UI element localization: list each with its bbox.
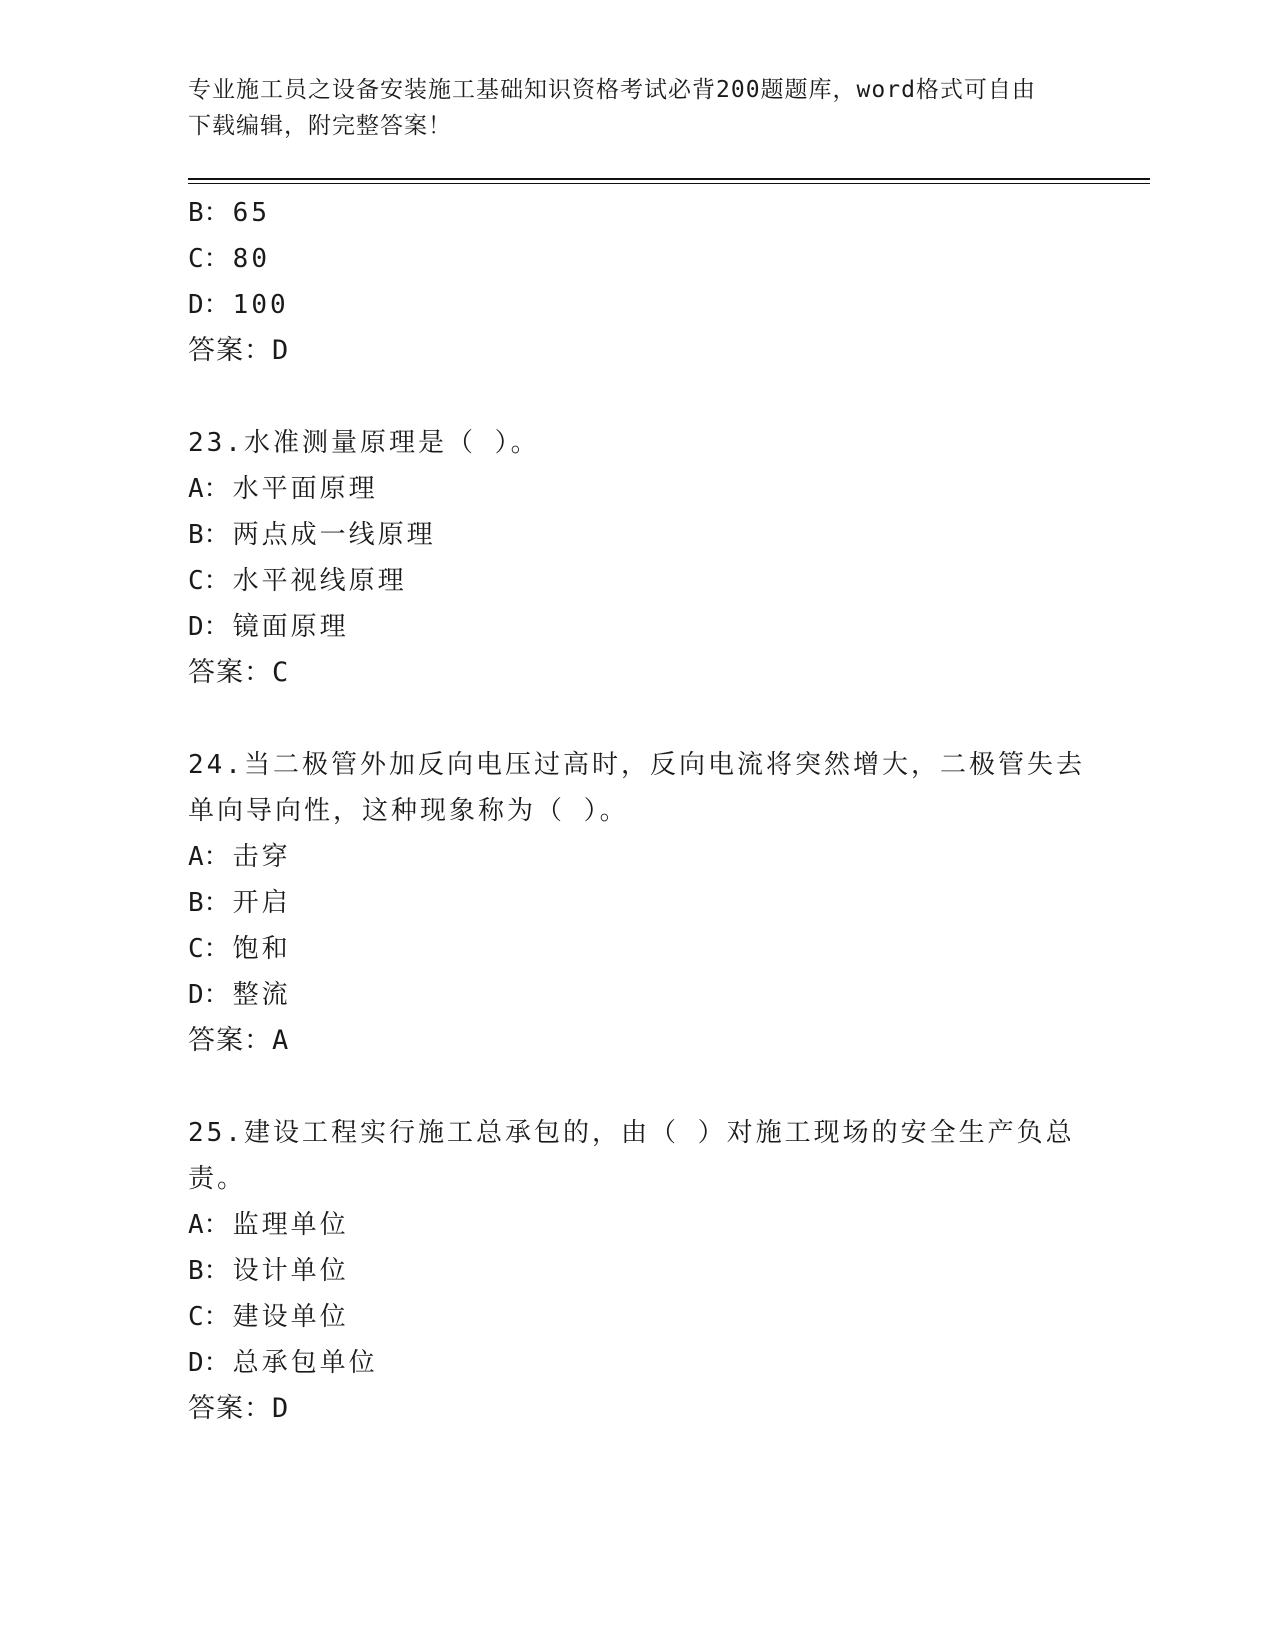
question-24 — [188, 742, 1088, 1064]
document-header — [188, 72, 1068, 144]
answer-line: 答案：D — [188, 1393, 290, 1424]
question-23 — [188, 420, 1088, 696]
option-d: D：整流 — [188, 980, 291, 1010]
option-c: C：水平视线原理 — [188, 566, 407, 596]
option-b: B：65 — [188, 198, 270, 228]
option-a: A：监理单位 — [188, 1210, 349, 1240]
option-c: C：80 — [188, 244, 270, 274]
question-stem-line-2: 单向导向性，这种现象称为（ ）。 — [188, 796, 629, 826]
option-a: A：击穿 — [188, 842, 291, 872]
question-list — [188, 190, 1088, 1432]
header-line-2: 下载编辑，附完整答案！ — [188, 113, 452, 139]
option-c: C：饱和 — [188, 934, 291, 964]
question-stem-line-1: 24.当二极管外加反向电压过高时，反向电流将突然增大，二极管失去 — [188, 750, 1085, 780]
option-b: B：两点成一线原理 — [188, 520, 436, 550]
option-b: B：设计单位 — [188, 1256, 349, 1286]
header-divider-thick — [188, 178, 1150, 180]
option-d: D：总承包单位 — [188, 1348, 378, 1378]
answer-line: 答案：D — [188, 335, 290, 366]
question-stem-line-2: 责。 — [188, 1164, 247, 1194]
question-fragment — [188, 190, 1088, 374]
option-d: D：镜面原理 — [188, 612, 349, 642]
header-divider-thin — [188, 183, 1150, 184]
answer-line: 答案：C — [188, 657, 290, 688]
option-c: C：建设单位 — [188, 1302, 349, 1332]
question-stem: 23.水准测量原理是（ ）。 — [188, 428, 540, 458]
answer-line: 答案：A — [188, 1025, 290, 1056]
question-stem-line-1: 25.建设工程实行施工总承包的，由（ ）对施工现场的安全生产负总 — [188, 1118, 1075, 1148]
option-b: B：开启 — [188, 888, 291, 918]
option-a: A：水平面原理 — [188, 474, 378, 504]
question-25 — [188, 1110, 1088, 1432]
header-line-1: 专业施工员之设备安装施工基础知识资格考试必背200题题库，word格式可自由 — [188, 77, 1036, 103]
option-d: D：100 — [188, 290, 289, 320]
